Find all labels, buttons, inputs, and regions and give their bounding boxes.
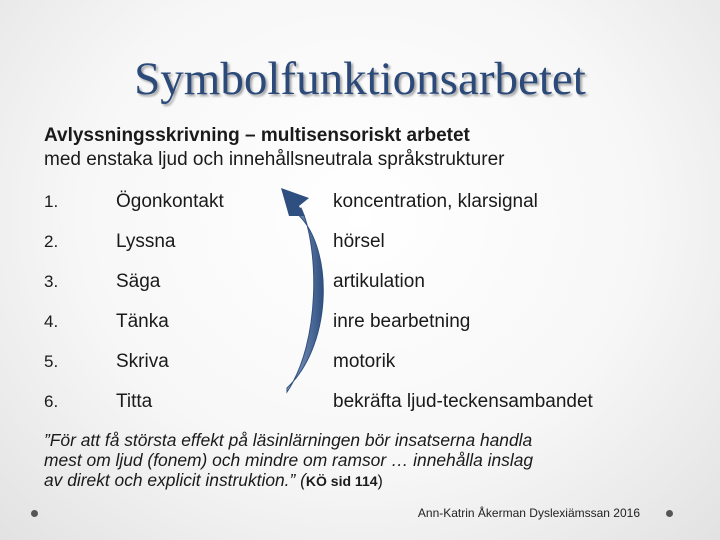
step-row (0, 382, 720, 422)
quote-reference-close: ) (377, 473, 383, 490)
step-label: Tänka (116, 311, 169, 332)
step-label: Ögonkontakt (116, 191, 224, 212)
step-number: 3. (44, 272, 59, 291)
footer-text: Ann-Katrin Åkerman Dyslexiämssan 2016 (417, 506, 640, 520)
step-label: Titta (116, 391, 153, 412)
step-number: 2. (44, 232, 59, 251)
step-row (0, 182, 720, 222)
step-description: bekräfta ljud-teckensambandet (333, 391, 593, 412)
step-description: motorik (333, 351, 396, 372)
slide-title: Symbolfunktionsarbetet (134, 53, 586, 105)
quote-line-2: mest om ljud (fonem) och mindre om ramsor … innehålla inslag (44, 450, 534, 470)
quote-line-3-text: av direkt och explicit instruktion.” ( (44, 470, 306, 490)
step-number: 4. (44, 312, 59, 331)
quote-reference (306, 473, 383, 490)
quote (44, 430, 684, 492)
step-description: inre bearbetning (333, 311, 471, 332)
step-label: Lyssna (116, 231, 176, 252)
step-number: 1. (44, 192, 59, 211)
bullet-dot-icon (31, 510, 38, 517)
quote-line-1: ”För att få största effekt på läsinlärningen bör insatserna handla (44, 430, 533, 450)
bullet-dot-icon (666, 510, 673, 517)
step-description: koncentration, klarsignal (333, 191, 538, 212)
step-number: 6. (44, 392, 59, 411)
step-description: hörsel (333, 231, 385, 252)
step-row (0, 302, 720, 342)
subtitle-line-2: med enstaka ljud och innehållsneutrala språkstrukturer (44, 149, 505, 170)
step-number: 5. (44, 352, 59, 371)
quote-reference-text: KÖ sid 114 (305, 473, 378, 489)
step-row (0, 222, 720, 262)
subtitle-line-1: Avlyssningsskrivning – multisensoriskt arbetet (44, 125, 470, 146)
step-description: artikulation (333, 271, 425, 292)
subtitle (44, 124, 684, 172)
step-label: Skriva (116, 351, 169, 372)
curved-arrow-up-icon (265, 182, 335, 402)
step-row (0, 262, 720, 302)
step-label: Säga (116, 271, 161, 292)
quote-line-3 (44, 470, 684, 492)
step-row (0, 342, 720, 382)
